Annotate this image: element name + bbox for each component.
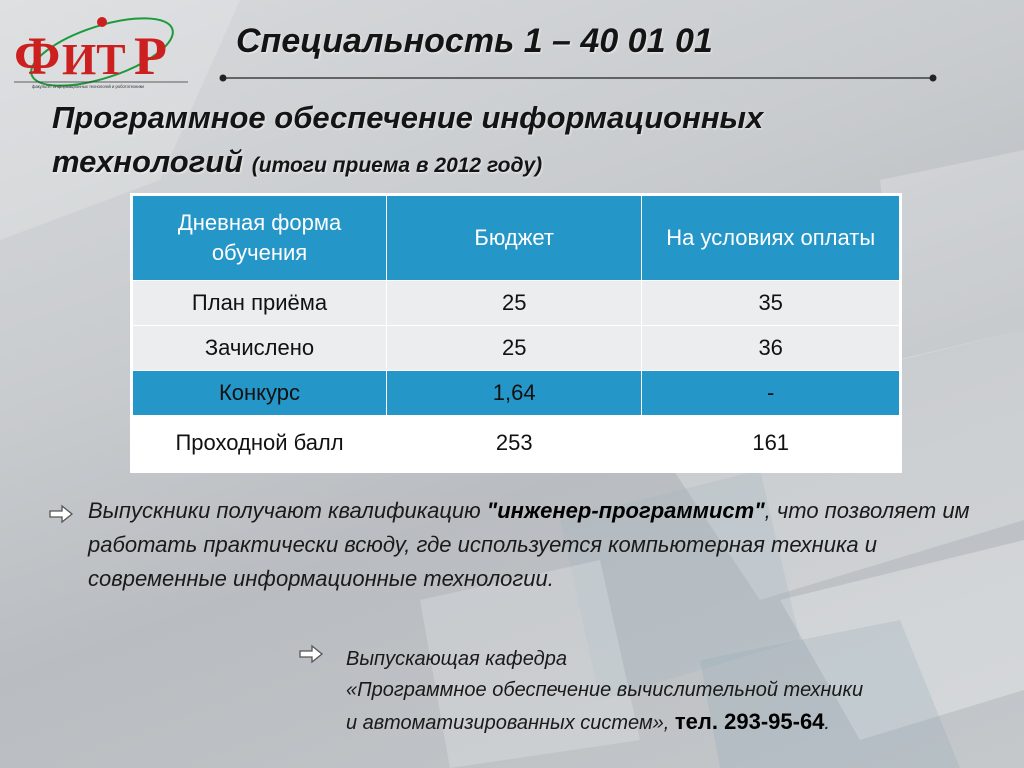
row-label: План приёма (133, 281, 387, 326)
paid-cell: 36 (642, 326, 900, 371)
program-subtitle (52, 96, 952, 188)
department-phone: тел. 293-95-64 (674, 709, 825, 734)
bullet1-after: , что позволяет им работать практически всюду, где используется компьютерная техника и современные информационные технологии. (88, 498, 970, 591)
budget-cell: 253 (387, 416, 642, 471)
table-row (133, 371, 900, 416)
qualification-highlight: "инженер-программист" (486, 498, 765, 523)
bullet1-before: Выпускники получают квалификацию (88, 498, 487, 523)
department-line1: Выпускающая кафедра (346, 648, 567, 670)
subtitle-note: (итоги приема в 2012 году) (251, 154, 543, 177)
paid-cell: 35 (642, 281, 900, 326)
title-underline (218, 73, 938, 83)
department-bullet (346, 644, 1016, 739)
column-header-paid: На условиях оплаты (642, 196, 900, 281)
graduates-bullet (88, 494, 1018, 596)
admissions-table (132, 195, 900, 471)
table-header-row (133, 196, 900, 281)
row-label: Зачислено (133, 326, 387, 371)
arrow-bullet-icon (48, 504, 74, 524)
table-row (133, 416, 900, 471)
row-label: Конкурс (133, 371, 387, 416)
arrow-bullet-icon (298, 644, 324, 664)
svg-text:факультет информационных техно: факультет информационных технологий и робототехники (32, 84, 144, 89)
column-header-budget: Бюджет (387, 196, 642, 281)
budget-cell: 25 (387, 281, 642, 326)
table-row (133, 326, 900, 371)
budget-cell: 25 (387, 326, 642, 371)
column-header-form: Дневная форма обучения (133, 196, 387, 281)
svg-text:Р: Р (134, 26, 167, 86)
paid-cell: - (642, 371, 900, 416)
department-line3: и автоматизированных систем», (346, 712, 675, 734)
table-row (133, 281, 900, 326)
budget-cell: 1,64 (387, 371, 642, 416)
subtitle-main: Программное обеспечение информационных технологий (52, 100, 764, 179)
row-label: Проходной балл (133, 416, 387, 471)
paid-cell: 161 (642, 416, 900, 471)
department-line2: «Программное обеспечение вычислительной техники (346, 679, 864, 701)
fitr-logo (10, 12, 192, 90)
svg-text:ИТ: ИТ (62, 35, 126, 84)
page-title: Специальность 1 – 40 01 01 (236, 22, 713, 60)
department-end: . (824, 712, 830, 734)
svg-text:Ф: Ф (14, 26, 61, 86)
